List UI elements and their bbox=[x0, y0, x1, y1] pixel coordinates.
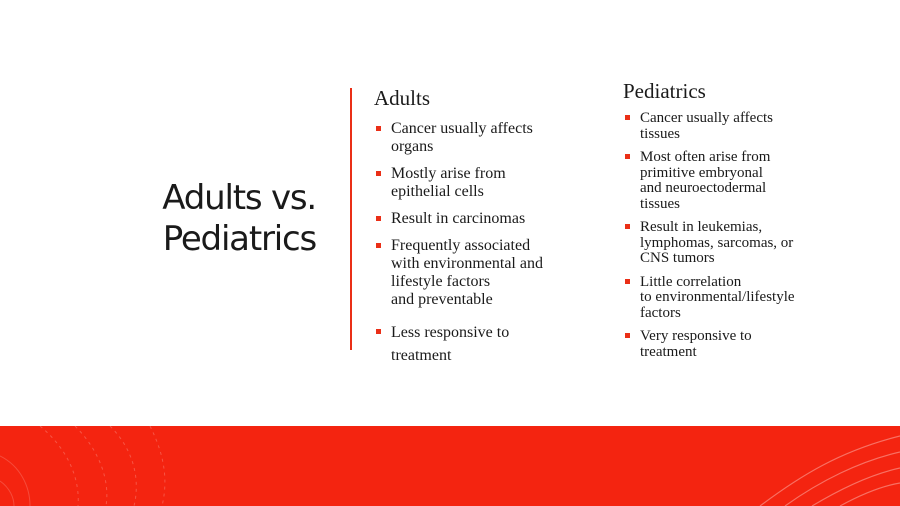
list-item: Cancer usually affects organs bbox=[374, 120, 594, 156]
adults-column bbox=[374, 86, 594, 376]
bullet-square-icon bbox=[376, 171, 381, 176]
list-item: Result in leukemias, lymphomas, sarcomas, or CNS tumors bbox=[623, 220, 843, 267]
footer-band bbox=[0, 426, 900, 506]
bullet-square-icon bbox=[376, 216, 381, 221]
title-line-2: Pediatrics bbox=[162, 219, 316, 259]
bullet-square-icon bbox=[625, 279, 630, 284]
bullet-square-icon bbox=[625, 115, 630, 120]
list-item: Cancer usually affects tissues bbox=[623, 111, 843, 142]
title-line-1: Adults vs. bbox=[162, 178, 316, 218]
vertical-divider bbox=[350, 88, 352, 350]
list-item: Frequently associated with environmental and lifestyle factors and preventable bbox=[374, 237, 594, 309]
bullet-square-icon bbox=[625, 154, 630, 159]
adults-heading: Adults bbox=[374, 86, 431, 110]
list-item: Less responsive to treatment bbox=[374, 321, 594, 367]
list-item: Most often arise from primitive embryonal and neuroectodermal tissues bbox=[623, 150, 843, 212]
list-item: Result in carcinomas bbox=[374, 210, 594, 228]
bullet-square-icon bbox=[376, 243, 381, 248]
list-item: Very responsive to treatment bbox=[623, 329, 843, 360]
pediatrics-column bbox=[623, 79, 843, 368]
adults-list bbox=[374, 120, 594, 367]
list-item: Little correlation to environmental/lifestyle factors bbox=[623, 275, 843, 322]
pediatrics-list bbox=[623, 111, 843, 360]
bullet-square-icon bbox=[625, 333, 630, 338]
bullet-square-icon bbox=[625, 224, 630, 229]
list-item: Mostly arise from epithelial cells bbox=[374, 165, 594, 201]
slide-title bbox=[56, 178, 316, 260]
bullet-square-icon bbox=[376, 126, 381, 131]
decorative-curves-icon bbox=[0, 426, 900, 506]
pediatrics-heading: Pediatrics bbox=[623, 79, 706, 103]
bullet-square-icon bbox=[376, 329, 381, 334]
